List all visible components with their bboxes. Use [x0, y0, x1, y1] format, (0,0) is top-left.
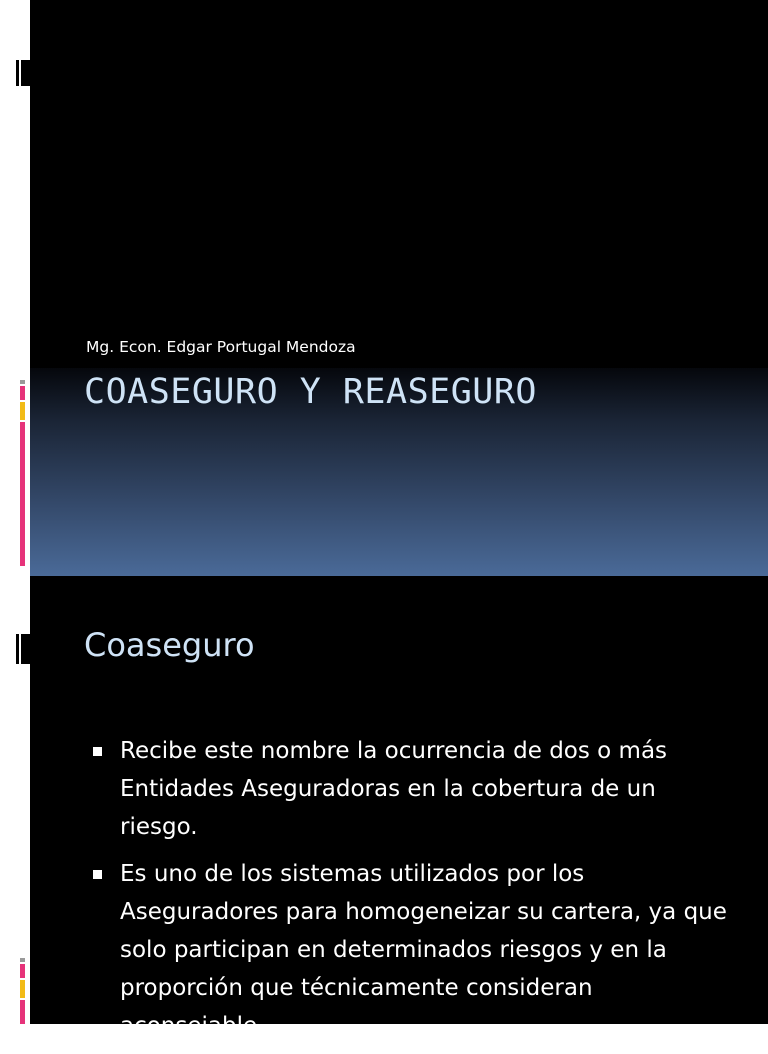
- slide-marker-mid: [16, 634, 30, 664]
- section-title: Coaseguro: [84, 626, 255, 664]
- content-slide: [30, 576, 768, 1039]
- accent-stripe-title: [20, 380, 26, 566]
- bullet-list: [88, 732, 738, 1054]
- list-item: [88, 855, 738, 1045]
- square-bullet-icon: [93, 747, 102, 756]
- list-item: [88, 732, 738, 846]
- author-name: Mg. Econ. Edgar Portugal Mendoza: [86, 338, 356, 356]
- slide-marker-top: [16, 60, 30, 86]
- accent-stripe-content: [20, 958, 26, 1024]
- bullet-text: Recibe este nombre la ocurrencia de dos o más Entidades Aseguradoras en la cobertura de un riesgo.: [120, 738, 668, 840]
- square-bullet-icon: [93, 870, 102, 879]
- main-title: COASEGURO Y REASEGURO: [84, 372, 538, 412]
- title-slide: [30, 0, 768, 576]
- bullet-text: Es uno de los sistemas utilizados por los Aseguradores para homogeneizar su cartera, ya que solo participan en determinados riesgos y en la proporción que técnicamente consideran aconsejable.: [120, 861, 727, 1039]
